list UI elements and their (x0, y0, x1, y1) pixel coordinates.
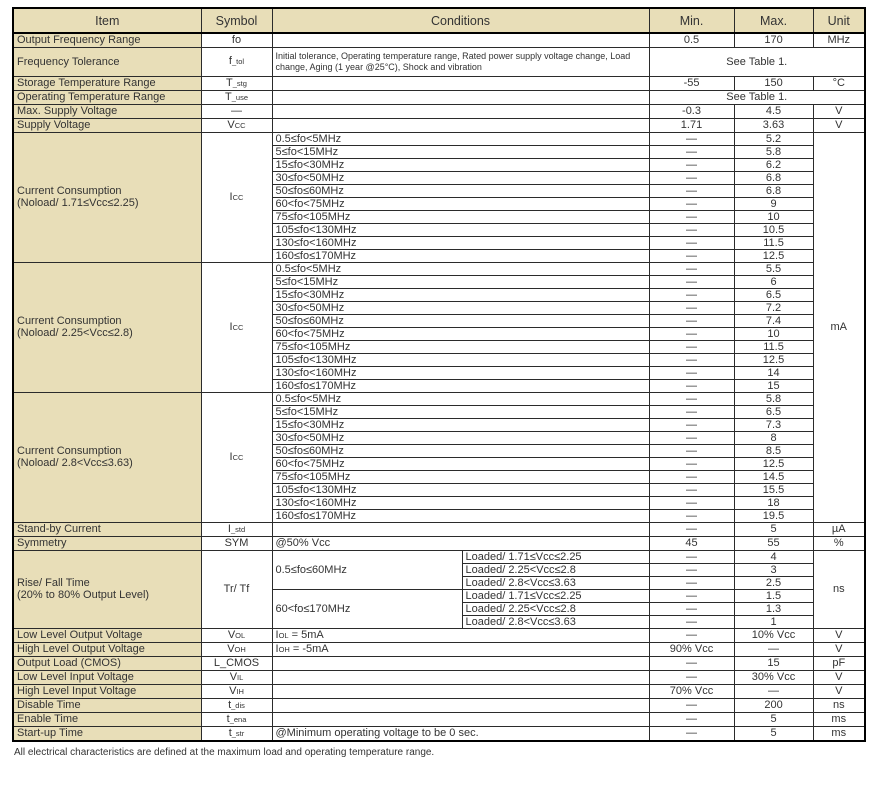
symbol-cell (201, 90, 272, 104)
min-cell: — (649, 366, 734, 379)
max-cell: 8 (734, 431, 813, 444)
conditions-cell (272, 712, 649, 726)
min-cell: — (649, 483, 734, 496)
min-cell: — (649, 171, 734, 184)
symbol-subscript: IL (237, 672, 244, 682)
unit-cell: ms (813, 712, 865, 726)
conditions-cell: 130≤fo<160MHz (272, 366, 649, 379)
max-cell: 9 (734, 197, 813, 210)
min-cell: — (649, 197, 734, 210)
item-cell: Supply Voltage (13, 118, 201, 132)
min-cell: — (649, 470, 734, 483)
max-cell: 5 (734, 726, 813, 741)
max-cell: 200 (734, 698, 813, 712)
conditions-cell: 30≤fo<50MHz (272, 431, 649, 444)
load-conditions-cell: Loaded/ 2.8<Vcc≤3.63 (462, 615, 649, 628)
min-cell: — (649, 236, 734, 249)
conditions-cell: 75≤fo<105MHz (272, 470, 649, 483)
row-standby-current (13, 522, 865, 536)
min-cell: — (649, 184, 734, 197)
symbol-subscript: _stg (232, 78, 247, 88)
min-cell: — (649, 405, 734, 418)
col-header-conditions: Conditions (272, 8, 649, 33)
conditions-cell: 75≤fo<105MHz (272, 340, 649, 353)
unit-cell: ns (813, 550, 865, 628)
symbol-subscript: _std (230, 524, 246, 534)
max-cell: 14 (734, 366, 813, 379)
symbol-subscript: CC (232, 192, 244, 202)
max-cell: 7.4 (734, 314, 813, 327)
item-cell: Storage Temperature Range (13, 76, 201, 90)
item-cell: Max. Supply Voltage (13, 104, 201, 118)
symbol-cell: SYM (201, 536, 272, 550)
conditions-cell: 130≤fo<160MHz (272, 236, 649, 249)
min-cell: — (649, 158, 734, 171)
symbol-text: V (229, 670, 238, 683)
item-cell: High Level Output Voltage (13, 642, 201, 656)
item-cell: Disable Time (13, 698, 201, 712)
conditions-cell (272, 90, 649, 104)
symbol-text: V (229, 684, 237, 697)
min-cell: — (649, 132, 734, 145)
row-max-supply-voltage (13, 104, 865, 118)
min-cell: — (649, 615, 734, 628)
min-cell: — (649, 602, 734, 615)
cond-text: = 5mA (288, 628, 324, 641)
min-cell: — (649, 340, 734, 353)
symbol-cell: Tr/ Tf (201, 550, 272, 628)
conditions-cell: 0.5≤fo<5MHz (272, 392, 649, 405)
min-cell: — (649, 698, 734, 712)
max-cell: 3.63 (734, 118, 813, 132)
unit-cell: MHz (813, 33, 865, 47)
symbol-cell (201, 656, 272, 670)
cond-subscript: OL (278, 630, 289, 640)
header-row (13, 8, 865, 33)
unit-cell: V (813, 642, 865, 656)
min-cell: — (649, 589, 734, 602)
max-cell: 3 (734, 563, 813, 576)
cond-text: @Minimum operating voltage to be 0 sec. (275, 727, 479, 739)
freq-range-cell: 60<fo≤170MHz (272, 589, 462, 628)
conditions-cell: 15≤fo<30MHz (272, 418, 649, 431)
conditions-cell: 5≤fo<15MHz (272, 275, 649, 288)
max-cell: 6.8 (734, 184, 813, 197)
max-cell: 12.5 (734, 353, 813, 366)
max-cell: 1.5 (734, 589, 813, 602)
max-cell: 5.5 (734, 262, 813, 275)
max-cell: 11.5 (734, 340, 813, 353)
min-cell: — (649, 314, 734, 327)
max-cell: 55 (734, 536, 813, 550)
min-cell: 0.5 (649, 33, 734, 47)
col-header-symbol: Symbol (201, 8, 272, 33)
item-cell: Start-up Time (13, 726, 201, 741)
unit-cell: µA (813, 522, 865, 536)
row-rise-fall-1 (13, 550, 865, 563)
symbol-text: I (227, 522, 231, 535)
max-cell: 5.8 (734, 145, 813, 158)
symbol-subscript: _use (231, 92, 248, 102)
conditions-cell: 105≤fo<130MHz (272, 483, 649, 496)
symbol-subscript: _ena (229, 714, 247, 724)
conditions-cell: 105≤fo<130MHz (272, 223, 649, 236)
symbol-text: L_CMOS (213, 656, 260, 669)
conditions-cell: 50≤fo≤60MHz (272, 314, 649, 327)
min-cell: — (649, 726, 734, 741)
min-cell: — (649, 275, 734, 288)
item-cell: Operating Temperature Range (13, 90, 201, 104)
row-icc-1-1 (13, 132, 865, 145)
row-high-level-input-voltage (13, 684, 865, 698)
unit-cell: mA (813, 132, 865, 522)
see-table-cell: See Table 1. (649, 47, 865, 76)
min-cell: -55 (649, 76, 734, 90)
col-header-min: Min. (649, 8, 734, 33)
conditions-cell (272, 118, 649, 132)
max-cell: 6.8 (734, 171, 813, 184)
symbol-cell: — (201, 104, 272, 118)
item-line2: (Noload/ 2.25<Vcc≤2.8) (17, 327, 133, 339)
symbol-text: T (226, 76, 233, 89)
symbol-cell (201, 118, 272, 132)
min-cell: — (649, 509, 734, 522)
item-line1: Current Consumption (17, 315, 122, 327)
conditions-cell: 160≤fo≤170MHz (272, 509, 649, 522)
symbol-text: V (227, 118, 235, 131)
row-frequency-tolerance (13, 47, 865, 76)
symbol-cell (201, 698, 272, 712)
min-cell: — (649, 670, 734, 684)
row-startup-time (13, 726, 865, 741)
row-icc-2-1 (13, 262, 865, 275)
symbol-cell (201, 76, 272, 90)
conditions-cell (272, 726, 649, 741)
symbol-text: I (229, 320, 233, 333)
row-high-level-output-voltage (13, 642, 865, 656)
max-cell: 7.3 (734, 418, 813, 431)
symbol-cell (201, 684, 272, 698)
max-cell: 6 (734, 275, 813, 288)
row-storage-temperature-range (13, 76, 865, 90)
conditions-cell: 60<fo<75MHz (272, 197, 649, 210)
max-cell: 14.5 (734, 470, 813, 483)
min-cell: — (649, 223, 734, 236)
min-cell: — (649, 576, 734, 589)
min-cell: — (649, 457, 734, 470)
conditions-cell: 50≤fo≤60MHz (272, 184, 649, 197)
conditions-cell: @50% Vcc (272, 536, 649, 550)
max-cell: 6.5 (734, 405, 813, 418)
conditions-cell: 30≤fo<50MHz (272, 171, 649, 184)
symbol-text: I (229, 450, 233, 463)
cond-subscript: OH (278, 644, 290, 654)
max-cell: 1.3 (734, 602, 813, 615)
max-cell: 10 (734, 210, 813, 223)
max-cell: 150 (734, 76, 813, 90)
item-cell (13, 132, 201, 262)
min-cell: — (649, 327, 734, 340)
conditions-cell (272, 628, 649, 642)
load-conditions-cell: Loaded/ 2.25<Vcc≤2.8 (462, 563, 649, 576)
min-cell: — (649, 431, 734, 444)
symbol-text: t (226, 712, 230, 725)
max-cell: 5.2 (734, 132, 813, 145)
min-cell: 45 (649, 536, 734, 550)
row-enable-time (13, 712, 865, 726)
symbol-cell (201, 712, 272, 726)
footer-note: All electrical characteristics are defined at the maximum load and operating temperature range. (14, 746, 435, 758)
item-cell (13, 392, 201, 522)
max-cell: 12.5 (734, 249, 813, 262)
conditions-cell: 160≤fo≤170MHz (272, 379, 649, 392)
min-cell: — (649, 550, 734, 563)
symbol-cell (201, 628, 272, 642)
max-cell: 6.5 (734, 288, 813, 301)
max-cell: 11.5 (734, 236, 813, 249)
item-line2: (Noload/ 1.71≤Vcc≤2.25) (17, 197, 139, 209)
symbol-cell (201, 642, 272, 656)
min-cell: 1.71 (649, 118, 734, 132)
symbol-text: t (228, 698, 232, 711)
unit-cell: % (813, 536, 865, 550)
max-cell: 1 (734, 615, 813, 628)
conditions-cell: 130≤fo<160MHz (272, 496, 649, 509)
max-cell: 10 (734, 327, 813, 340)
symbol-subscript: CC (232, 452, 244, 462)
symbol-text: I (229, 190, 233, 203)
symbol-cell (201, 670, 272, 684)
item-line2: (20% to 80% Output Level) (17, 589, 150, 601)
max-cell: 5 (734, 522, 813, 536)
item-cell: High Level Input Voltage (13, 684, 201, 698)
see-table-cell: See Table 1. (649, 90, 865, 104)
min-cell: — (649, 288, 734, 301)
min-cell: — (649, 444, 734, 457)
conditions-cell: 0.5≤fo<5MHz (272, 262, 649, 275)
max-cell: 4 (734, 550, 813, 563)
max-cell: 6.2 (734, 158, 813, 171)
load-conditions-cell: Loaded/ 1.71≤Vcc≤2.25 (462, 589, 649, 602)
unit-cell: V (813, 670, 865, 684)
row-low-level-input-voltage (13, 670, 865, 684)
symbol-cell (201, 47, 272, 76)
symbol-subscript: OL (235, 630, 246, 640)
row-supply-voltage (13, 118, 865, 132)
conditions-cell (272, 522, 649, 536)
load-conditions-cell: Loaded/ 2.8<Vcc≤3.63 (462, 576, 649, 589)
conditions-cell: 15≤fo<30MHz (272, 288, 649, 301)
item-line1: Current Consumption (17, 445, 122, 457)
max-cell: 10% Vcc (734, 628, 813, 642)
min-cell: 90% Vcc (649, 642, 734, 656)
max-cell: 30% Vcc (734, 670, 813, 684)
symbol-cell (201, 726, 272, 741)
unit-cell: V (813, 104, 865, 118)
conditions-cell: 30≤fo<50MHz (272, 301, 649, 314)
row-disable-time (13, 698, 865, 712)
symbol-subscript: CC (234, 120, 246, 130)
row-output-load-cmos (13, 656, 865, 670)
item-cell: Output Frequency Range (13, 33, 201, 47)
item-cell: Output Load (CMOS) (13, 656, 201, 670)
load-conditions-cell: Loaded/ 1.71≤Vcc≤2.25 (462, 550, 649, 563)
item-cell: Stand-by Current (13, 522, 201, 536)
min-cell: — (649, 563, 734, 576)
max-cell: 12.5 (734, 457, 813, 470)
max-cell: 170 (734, 33, 813, 47)
min-cell: -0.3 (649, 104, 734, 118)
conditions-cell (272, 642, 649, 656)
conditions-cell (272, 656, 649, 670)
item-line1: Current Consumption (17, 185, 122, 197)
load-conditions-cell: Loaded/ 2.25<Vcc≤2.8 (462, 602, 649, 615)
symbol-subscript: _dis (231, 700, 245, 710)
unit-cell: V (813, 684, 865, 698)
min-cell: — (649, 301, 734, 314)
item-line1: Rise/ Fall Time (17, 577, 90, 589)
row-symmetry (13, 536, 865, 550)
conditions-cell: 160≤fo≤170MHz (272, 249, 649, 262)
conditions-cell: 75≤fo<105MHz (272, 210, 649, 223)
max-cell: — (734, 684, 813, 698)
max-cell: 2.5 (734, 576, 813, 589)
symbol-subscript: _tol (231, 57, 245, 66)
item-cell: Low Level Output Voltage (13, 628, 201, 642)
cond-text: I (275, 642, 279, 655)
symbol-subscript: OH (234, 644, 246, 654)
min-cell: — (649, 656, 734, 670)
max-cell: — (734, 642, 813, 656)
min-cell: — (649, 262, 734, 275)
item-cell: Enable Time (13, 712, 201, 726)
symbol-text: f (228, 55, 232, 67)
min-cell: — (649, 628, 734, 642)
symbol-subscript: IH (236, 686, 244, 696)
min-cell: — (649, 210, 734, 223)
max-cell: 8.5 (734, 444, 813, 457)
col-header-max: Max. (734, 8, 813, 33)
item-cell (13, 262, 201, 392)
conditions-cell: 105≤fo<130MHz (272, 353, 649, 366)
freq-range-cell: 0.5≤fo≤60MHz (272, 550, 462, 589)
max-cell: 18 (734, 496, 813, 509)
max-cell: 15 (734, 379, 813, 392)
symbol-subscript: _str (231, 728, 245, 738)
electrical-characteristics-table (12, 7, 866, 742)
min-cell: — (649, 353, 734, 366)
max-cell: 5.8 (734, 392, 813, 405)
max-cell: 4.5 (734, 104, 813, 118)
conditions-cell (272, 684, 649, 698)
unit-cell: ms (813, 726, 865, 741)
conditions-cell: 15≤fo<30MHz (272, 158, 649, 171)
symbol-text: V (227, 628, 236, 641)
unit-cell: V (813, 628, 865, 642)
min-cell: — (649, 379, 734, 392)
row-low-level-output-voltage (13, 628, 865, 642)
conditions-cell (272, 104, 649, 118)
min-cell: 70% Vcc (649, 684, 734, 698)
min-cell: — (649, 392, 734, 405)
row-operating-temperature-range (13, 90, 865, 104)
max-cell: 10.5 (734, 223, 813, 236)
max-cell: 7.2 (734, 301, 813, 314)
conditions-cell: 60<fo<75MHz (272, 327, 649, 340)
conditions-cell: 0.5≤fo<5MHz (272, 132, 649, 145)
conditions-cell (272, 33, 649, 47)
max-cell: 15 (734, 656, 813, 670)
cond-text: = -5mA (289, 642, 329, 655)
symbol-cell (201, 262, 272, 392)
col-header-item: Item (13, 8, 201, 33)
item-cell (13, 550, 201, 628)
row-output-frequency-range (13, 33, 865, 47)
conditions-cell: 60<fo<75MHz (272, 457, 649, 470)
conditions-cell (272, 670, 649, 684)
unit-cell: V (813, 118, 865, 132)
unit-cell: ns (813, 698, 865, 712)
min-cell: — (649, 496, 734, 509)
symbol-subscript: CC (232, 322, 244, 332)
conditions-cell (272, 76, 649, 90)
symbol-text: t (228, 726, 232, 739)
cond-text: I (275, 628, 279, 641)
symbol-text: V (227, 642, 235, 655)
max-cell: 19.5 (734, 509, 813, 522)
item-cell: Symmetry (13, 536, 201, 550)
unit-cell: °C (813, 76, 865, 90)
row-icc-3-1 (13, 392, 865, 405)
conditions-cell: Initial tolerance, Operating temperature range, Rated power supply voltage change, Load change, Aging (1 year @25°C), Shock and vibration (272, 47, 649, 76)
item-line2: (Noload/ 2.8<Vcc≤3.63) (17, 457, 133, 469)
item-cell: Frequency Tolerance (13, 47, 201, 76)
conditions-cell: 5≤fo<15MHz (272, 145, 649, 158)
col-header-unit: Unit (813, 8, 865, 33)
unit-cell: pF (813, 656, 865, 670)
item-cell: Low Level Input Voltage (13, 670, 201, 684)
conditions-cell: 50≤fo≤60MHz (272, 444, 649, 457)
max-cell: 15.5 (734, 483, 813, 496)
symbol-cell (201, 392, 272, 522)
symbol-cell: fo (201, 33, 272, 47)
min-cell: — (649, 249, 734, 262)
conditions-cell: 5≤fo<15MHz (272, 405, 649, 418)
conditions-cell (272, 698, 649, 712)
min-cell: — (649, 712, 734, 726)
symbol-text: T (225, 90, 232, 103)
max-cell: 5 (734, 712, 813, 726)
symbol-cell (201, 522, 272, 536)
min-cell: — (649, 522, 734, 536)
min-cell: — (649, 145, 734, 158)
min-cell: — (649, 418, 734, 431)
symbol-cell (201, 132, 272, 262)
